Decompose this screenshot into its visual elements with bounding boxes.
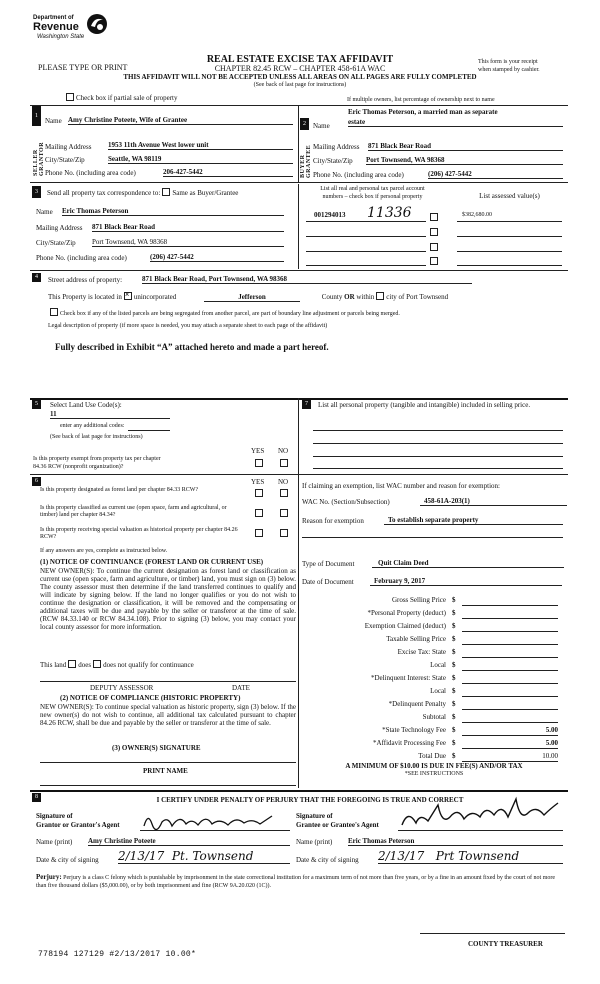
- yes-header-6: YES: [251, 478, 265, 486]
- s3-city-label: City/State/Zip: [36, 239, 76, 247]
- grantor-name-label: Name (print): [36, 838, 73, 846]
- buyer-phone: (206) 427-5442: [428, 170, 563, 179]
- certify-statement: I CERTIFY UNDER PENALTY OF PERJURY THAT THE FOREGOING IS TRUE AND CORRECT: [156, 796, 464, 804]
- logo-line1: Department of: [33, 15, 74, 21]
- grantor-signature: [140, 810, 280, 832]
- seller-name-label: Name: [45, 117, 62, 125]
- fee-label: Gross Selling Price: [391, 596, 446, 604]
- grantee-sig-label-1: Signature of: [296, 812, 333, 820]
- fee-label: Excise Tax: State: [397, 648, 446, 656]
- current-use-no-checkbox[interactable]: [280, 509, 288, 517]
- fee-value: [462, 635, 558, 645]
- grantor-sig-label-2: Grantor or Grantor's Agent: [36, 821, 120, 829]
- fee-row: [302, 635, 564, 647]
- buyer-name-1: Eric Thomas Peterson, a married man as separate: [348, 108, 498, 116]
- fee-value: [462, 622, 558, 632]
- exempt-yes-checkbox[interactable]: [255, 459, 263, 467]
- s3-name-label: Name: [36, 208, 53, 216]
- does-not-checkbox[interactable]: [93, 660, 101, 668]
- seller-phone-label: Phone No. (including area code): [45, 169, 136, 177]
- parcel-personal-checkbox-4[interactable]: [430, 257, 438, 265]
- section-5-marker: 5: [32, 400, 41, 409]
- fee-label: *Delinquent Interest: State: [370, 674, 446, 682]
- fee-row: [302, 648, 564, 660]
- seller-phone: 206-427-5442: [163, 168, 293, 177]
- county-name: Jefferson: [204, 293, 300, 302]
- segregated-row[interactable]: Check box if any of the listed parcels are being segregated from another parcel, are part of boundary line adjustment or parcels being merged.: [48, 308, 568, 317]
- unincorporated-checkbox[interactable]: [124, 292, 132, 300]
- same-as-buyer-checkbox[interactable]: [162, 188, 170, 196]
- fee-row: [302, 596, 564, 608]
- s3-phone: (206) 427-5442: [150, 253, 284, 262]
- date-label: DATE: [232, 684, 250, 692]
- grantee-date-label: Date & city of signing: [296, 856, 359, 864]
- minimum-note: A MINIMUM OF $10.00 IS DUE IN FEE(S) AND/OR TAX: [345, 762, 523, 770]
- fee-row: [302, 687, 564, 699]
- city-checkbox[interactable]: [376, 292, 384, 300]
- fee-dollar-sign: $: [452, 713, 456, 721]
- land-use-see-back: (See back of last page for instructions): [50, 434, 143, 440]
- fee-value: [462, 674, 558, 684]
- doc-date: February 9, 2017: [370, 577, 562, 586]
- current-use-question: Is this property classified as current use (open space, farm and agricultural, or timber) land per chapter 84.34?: [40, 505, 227, 518]
- fee-dollar-sign: $: [452, 687, 456, 695]
- fee-row: [302, 609, 564, 621]
- fee-value: [462, 661, 558, 671]
- fee-row: [302, 713, 564, 725]
- continuance-row: This land does does not qualify for continuance: [40, 661, 194, 669]
- section-3-marker: 3: [32, 186, 41, 198]
- fee-value: [462, 700, 558, 710]
- owner-signature-label: (3) OWNER(S) SIGNATURE: [112, 744, 201, 752]
- fee-value: [462, 713, 558, 723]
- buyer-city: Port Townsend, WA 98368: [366, 156, 563, 165]
- wac-label: WAC No. (Section/Subsection): [302, 498, 390, 506]
- no-header-6: NO: [278, 478, 289, 486]
- assessed-value: $382,680.00: [462, 212, 492, 218]
- section-7-marker: 7: [302, 400, 311, 409]
- parcel-personal-checkbox-2[interactable]: [430, 228, 438, 236]
- if-yes-note: If any answers are yes, complete as instructed below.: [40, 548, 168, 554]
- exempt-question-2: 84.36 RCW (nonprofit organization)?: [33, 464, 124, 470]
- notice-2-body: NEW OWNER(S): To continue special valuation as historic property, sign (3) below. If the new owner(s) do not wish to continue, all additional tax calculated pursuant to chapter 84.26 RCW, shall be due and payable by the seller or transferor at the time of sale.: [40, 703, 296, 727]
- logo-swirl-icon: [85, 13, 109, 35]
- fee-label: Taxable Selling Price: [386, 635, 446, 643]
- section-2-marker: 2: [300, 118, 309, 130]
- located-row: This Property is located in× unincorporated Jefferson County OR within city of Port Townsend: [48, 292, 568, 302]
- partial-sale-checkbox[interactable]: [66, 93, 74, 101]
- receipt-stamp: 778194 127129 #2/13/2017 10.00*: [38, 950, 197, 959]
- doc-type-label: Type of Document: [302, 560, 355, 568]
- current-use-yes-checkbox[interactable]: [255, 509, 263, 517]
- fee-row: [302, 739, 564, 751]
- fee-dollar-sign: $: [452, 752, 456, 760]
- assessed-header: List assessed value(s): [479, 192, 540, 200]
- fee-dollar-sign: $: [452, 609, 456, 617]
- fee-dollar-sign: $: [452, 596, 456, 604]
- s3-name: Eric Thomas Peterson: [62, 207, 284, 216]
- legal-label: Legal description of property (if more space is needed, you may attach a separate sheet to each page of the affidavit): [48, 323, 328, 329]
- wac-number: 458-61A-203(1): [420, 497, 567, 506]
- logo-line3: Washington State: [37, 34, 85, 40]
- fee-dollar-sign: $: [452, 635, 456, 643]
- street-label: Street address of property:: [48, 276, 123, 284]
- fee-dollar-sign: $: [452, 739, 456, 747]
- partial-sale-row[interactable]: Check box if partial sale of property: [64, 93, 177, 102]
- seller-side-label: SELLER GRANTOR: [33, 141, 45, 176]
- grantor-date-city: 2/13/17 Pt. Townsend: [118, 849, 290, 864]
- additional-codes-label: enter any additional codes:: [60, 423, 125, 429]
- fee-value: 5.00: [462, 739, 558, 749]
- segregated-checkbox[interactable]: [50, 308, 58, 316]
- seller-name: Amy Christine Poteete, Wife of Grantee: [68, 116, 293, 125]
- fee-label: Exemption Claimed (deduct): [364, 622, 446, 630]
- grantee-name-label: Name (print): [296, 838, 333, 846]
- send-correspondence[interactable]: Send all property tax correspondence to: Same as Buyer/Grantee: [47, 189, 239, 197]
- notice-1-title: (1) NOTICE OF CONTINUANCE (FOREST LAND OR CURRENT USE): [40, 558, 264, 566]
- buyer-addr-label: Mailing Address: [313, 143, 360, 151]
- doc-type: Quit Claim Deed: [372, 559, 564, 568]
- chapter-line: CHAPTER 82.45 RCW – CHAPTER 458-61A WAC: [214, 64, 386, 73]
- s3-city: Port Townsend, WA 98368: [92, 238, 284, 247]
- parcel-number: 001294013: [314, 211, 346, 219]
- notice-2-title: (2) NOTICE OF COMPLIANCE (HISTORIC PROPERTY): [60, 694, 241, 702]
- seller-addr-label: Mailing Address: [45, 143, 92, 151]
- historic-yes-checkbox[interactable]: [255, 529, 263, 537]
- legal-description: Fully described in Exhibit “A” attached hereto and made a part hereof.: [55, 342, 329, 352]
- multiple-owners-note: If multiple owners, list percentage of ownership next to name: [347, 97, 495, 103]
- section-4-marker: 4: [32, 273, 41, 282]
- fee-label: Local: [430, 661, 446, 669]
- logo-line2: Revenue: [33, 21, 79, 33]
- parcel-header-2: numbers – check box if personal property: [322, 194, 423, 200]
- section-1-marker: 1: [32, 106, 41, 126]
- fee-label: *State Technology Fee: [382, 726, 446, 734]
- fee-label: Local: [430, 687, 446, 695]
- fee-dollar-sign: $: [452, 700, 456, 708]
- personal-property-label: List all personal property (tangible and intangible) included in selling price.: [318, 401, 531, 409]
- fee-dollar-sign: $: [452, 674, 456, 682]
- buyer-address: 871 Black Bear Road: [368, 142, 563, 151]
- deputy-assessor-label: DEPUTY ASSESSOR: [90, 684, 154, 692]
- seller-city: Seattle, WA 98119: [108, 155, 293, 164]
- exempt-no-checkbox[interactable]: [280, 459, 288, 467]
- fee-value: [462, 596, 558, 606]
- fee-dollar-sign: $: [452, 661, 456, 669]
- no-header-5: NO: [278, 447, 289, 455]
- parcel-personal-checkbox-3[interactable]: [430, 243, 438, 251]
- receipt-note-1: This form is your receipt: [478, 59, 538, 65]
- fee-dollar-sign: $: [452, 622, 456, 630]
- buyer-name-label: Name: [313, 122, 330, 130]
- form-title: REAL ESTATE EXCISE TAX AFFIDAVIT: [206, 54, 394, 65]
- buyer-city-label: City/State/Zip: [313, 157, 353, 165]
- grantee-date-city: 2/13/17 Prt Townsend: [378, 849, 563, 864]
- perjury-note: Perjury: Perjury is a class C felony which is punishable by imprisonment in the state correctional institution for a maximum term of not more than five years, or by a fine in an amount fixed by the court of not more than five thousand dollars ($5,000.00), or by both imprisonment and fine (RCW 9A.20.020 (1C)).: [36, 873, 556, 889]
- historic-question: Is this property receiving special valuation as historical property per chapter 84.26 RCW?: [40, 527, 238, 540]
- please-type: PLEASE TYPE OR PRINT: [38, 63, 128, 72]
- warning-line: THIS AFFIDAVIT WILL NOT BE ACCEPTED UNLESS ALL AREAS ON ALL PAGES ARE FULLY COMPLETED: [123, 73, 477, 81]
- fee-label: Total Due: [418, 752, 446, 760]
- fee-row: [302, 726, 564, 738]
- buyer-side-label: BUYER GRANTEE: [300, 144, 312, 178]
- historic-no-checkbox[interactable]: [280, 529, 288, 537]
- s3-phone-label: Phone No. (including area code): [36, 254, 127, 262]
- doc-date-label: Date of Document: [302, 578, 354, 586]
- receipt-note-2: when stamped by cashier.: [478, 67, 540, 73]
- fee-dollar-sign: $: [452, 726, 456, 734]
- fee-value: [462, 687, 558, 697]
- see-instructions: *SEE INSTRUCTIONS: [404, 771, 464, 777]
- see-back-line: (See back of last page for instructions): [253, 82, 347, 88]
- fee-row: [302, 622, 564, 634]
- grantee-sig-label-2: Grantee or Grantee's Agent: [296, 821, 379, 829]
- exemption-label: If claiming an exemption, list WAC number and reason for exemption:: [302, 482, 500, 490]
- forest-no-checkbox[interactable]: [280, 489, 288, 497]
- fee-label: *Delinquent Penalty: [388, 700, 446, 708]
- notice-1-body: NEW OWNER(S): To continue the current designation as forest land or classification as current use (open space, farm and agriculture, or timber) land, you must sign on (3) below. The county assessor must then determine if the land transferred continues to qualify and will indicate by signing below. If the land no longer qualifies or you do not wish to continue the designation or classification, it will be removed and the compensating or additional taxes will be due and payable by the seller or transferor at the time of sale. (RCW 84.33.140 or RCW 84.34.108). Prior to signing (3) below, you may contact your local county assessor for more information.: [40, 567, 296, 631]
- does-checkbox[interactable]: [68, 660, 76, 668]
- section-6-marker: 6: [32, 477, 41, 486]
- fee-dollar-sign: $: [452, 648, 456, 656]
- forest-yes-checkbox[interactable]: [255, 489, 263, 497]
- exemption-reason: To establish separate property: [384, 516, 563, 525]
- fee-label: *Personal Property (deduct): [367, 609, 446, 617]
- property-street: 871 Black Bear Road, Port Townsend, WA 98368: [142, 275, 472, 284]
- seller-city-label: City/State/Zip: [45, 156, 85, 164]
- fee-row: [302, 661, 564, 673]
- fee-label: Subtotal: [422, 713, 446, 721]
- section-8-marker: 8: [32, 793, 41, 802]
- buyer-phone-label: Phone No. (including area code): [313, 171, 404, 179]
- dor-logo: [33, 13, 113, 47]
- forest-question: Is this property designated as forest land per chapter 84.33 RCW?: [40, 487, 199, 493]
- fee-row: [302, 674, 564, 686]
- print-name-label: PRINT NAME: [143, 767, 188, 775]
- parcel-header-1: List all real and personal tax parcel account: [320, 186, 425, 192]
- land-use-code: 11: [50, 410, 170, 419]
- buyer-name-2: estate: [348, 118, 563, 127]
- grantee-signature: [398, 795, 563, 833]
- seller-address: 1953 11th Avenue West lower unit: [108, 141, 293, 150]
- fee-row: [302, 700, 564, 712]
- grantor-sig-label-1: Signature of: [36, 812, 73, 820]
- land-use-label: Select Land Use Code(s):: [50, 401, 122, 409]
- grantor-date-label: Date & city of signing: [36, 856, 99, 864]
- fee-label: *Affidavit Processing Fee: [373, 739, 446, 747]
- grantor-name: Amy Christine Poteete: [88, 837, 290, 846]
- fee-value: [462, 609, 558, 619]
- s3-addr-label: Mailing Address: [36, 224, 83, 232]
- yes-header-5: YES: [251, 447, 265, 455]
- parcel-personal-checkbox-1[interactable]: [430, 213, 438, 221]
- parcel-handwritten: 11336: [367, 205, 412, 221]
- grantee-name: Eric Thomas Peterson: [348, 837, 563, 846]
- fee-value: 5.00: [462, 726, 558, 736]
- fee-value: 10.00: [462, 752, 558, 762]
- s3-address: 871 Black Bear Road: [92, 223, 284, 232]
- county-treasurer-label: COUNTY TREASURER: [468, 940, 543, 948]
- exempt-question-1: Is this property exempt from property tax per chapter: [33, 456, 161, 462]
- reason-label: Reason for exemption: [302, 517, 364, 525]
- fee-value: [462, 648, 558, 658]
